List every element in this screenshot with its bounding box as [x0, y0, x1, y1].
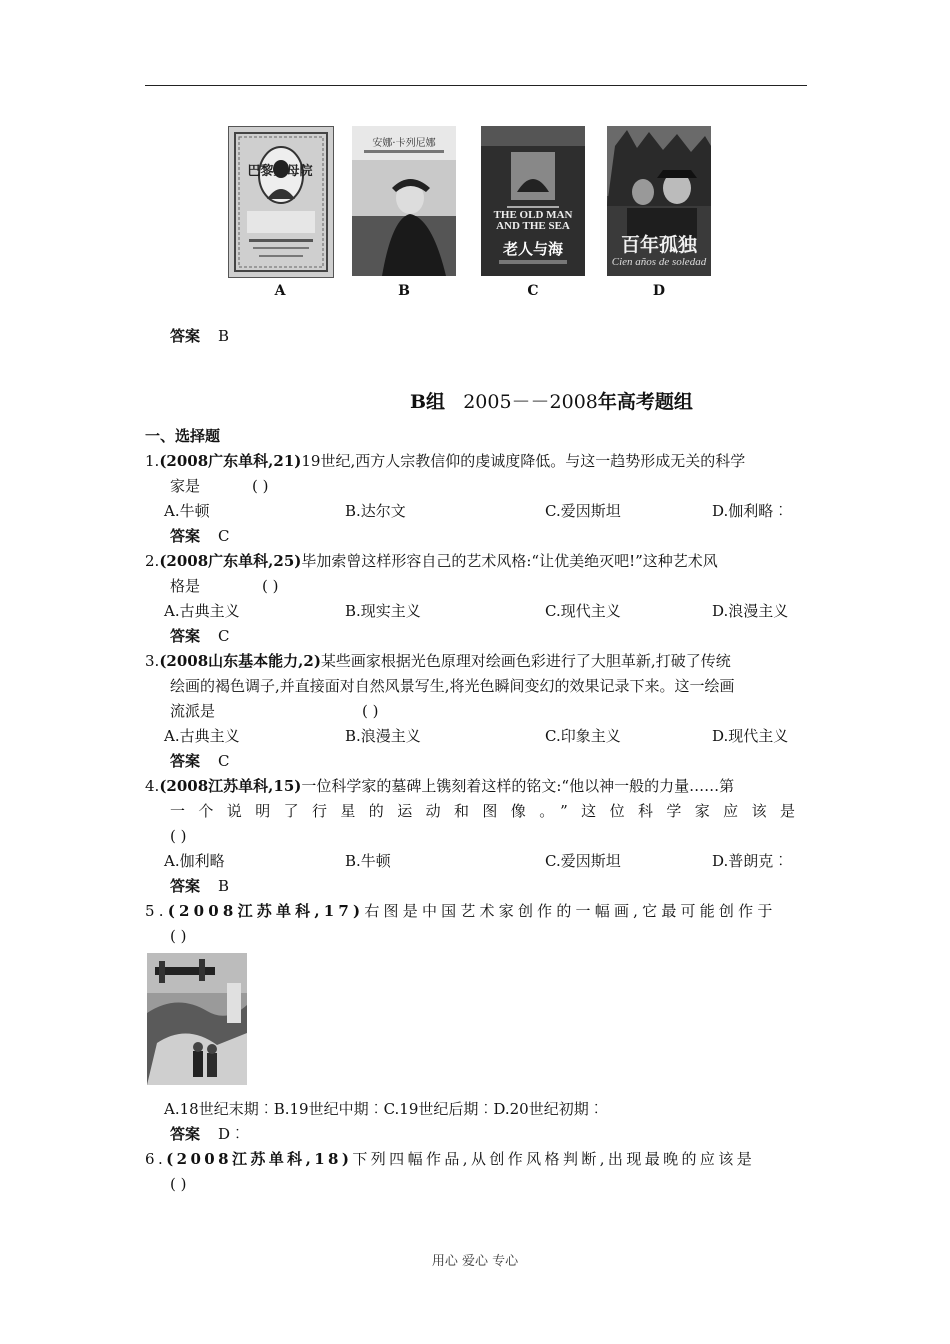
- answer-blank: ( ): [170, 827, 187, 845]
- part-title: 一、选择题: [145, 427, 221, 445]
- answer-blank: ( ): [170, 1175, 187, 1193]
- painting-image: [147, 953, 247, 1085]
- question-source: (2008江苏单科,17): [167, 902, 365, 920]
- answer-blank: ( ): [252, 477, 269, 495]
- answer-blank: ( ): [362, 702, 379, 720]
- question-text: 19世纪,西方人宗教信仰的虔诚度降低。与这一趋势形成无关的科学: [301, 452, 746, 470]
- question-number: 4.: [145, 777, 160, 795]
- option-b: B.达尔文: [345, 502, 406, 520]
- question-3-line-1: [145, 651, 731, 671]
- option-a: A.古典主义: [164, 727, 240, 745]
- cover-letter-a: A: [274, 283, 286, 299]
- question-source: (2008广东单科,21): [159, 452, 302, 470]
- option-a: A.牛顿: [164, 502, 210, 520]
- question-3-answer: [170, 751, 230, 771]
- option-d: D.浪漫主义: [712, 602, 789, 620]
- question-text: 流派是: [170, 702, 216, 720]
- question-4-line-1: [145, 776, 734, 796]
- question-3-line-2: 绘画的褐色调子,并直接面对自然风景写生,将光色瞬间变幻的效果记录下来。这一绘画: [170, 677, 735, 695]
- answer-label: 答案: [170, 752, 201, 770]
- option-d: D.伽利略︰: [712, 502, 789, 520]
- cover-d-english-title: Cien años de soledad: [611, 256, 707, 268]
- question-text: 格是: [170, 577, 201, 595]
- question-number: 5.: [145, 902, 168, 920]
- question-2-line-1: [145, 551, 718, 571]
- question-text: 右图是中国艺术家创作的一幅画,它最可能创作于: [364, 902, 777, 920]
- answer-value: C: [218, 627, 230, 645]
- question-4-line-2: 一个说明了行星的运动和图像。”这位科学家应该是: [170, 802, 809, 820]
- header-rule: [145, 85, 807, 86]
- cover-c-english-title: THE OLD MAN AND THE SEA: [493, 209, 573, 232]
- question-5-line-1: [145, 901, 777, 921]
- option-c: C.印象主义: [545, 727, 621, 745]
- question-1-answer: [170, 526, 230, 546]
- question-text: 家是: [170, 477, 201, 495]
- question-source: (2008江苏单科,18): [166, 1150, 353, 1168]
- cover-image-a: [228, 126, 334, 278]
- option-c: C.现代主义: [545, 602, 621, 620]
- question-5-options: A.18世纪末期︰B.19世纪中期︰C.19世纪后期︰D.20世纪初期︰: [164, 1100, 604, 1118]
- section-range: 2005－－2008: [463, 391, 598, 413]
- cover-image-c: [481, 126, 585, 276]
- question-source: (2008山东基本能力,2): [159, 652, 321, 670]
- cover-letter-d: D: [652, 283, 666, 299]
- cover-letter-b: B: [398, 283, 410, 299]
- option-b: B.浪漫主义: [345, 727, 421, 745]
- cover-image-d: [607, 126, 711, 276]
- cover-a-title: 巴黎圣母院: [247, 164, 313, 179]
- option-d: D.普朗克︰: [712, 852, 789, 870]
- question-number: 1.: [145, 452, 160, 470]
- answer-value: B: [218, 327, 230, 345]
- answer-value: B: [218, 877, 230, 895]
- question-5-answer: [170, 1124, 245, 1144]
- prev-answer: [170, 326, 229, 346]
- question-4-answer: [170, 876, 229, 896]
- question-text: 毕加索曾这样形容自己的艺术风格:“让优美绝灭吧!”这种艺术风: [301, 552, 718, 570]
- section-group: B组: [410, 391, 446, 413]
- section-suffix: 年高考题组: [597, 391, 693, 413]
- cover-d-title: 百年孤独: [620, 234, 697, 256]
- answer-label: 答案: [170, 1125, 201, 1143]
- answer-value: C: [218, 527, 230, 545]
- option-a: A.伽利略: [164, 852, 225, 870]
- question-text: 一位科学家的墓碑上镌刻着这样的铭文:“他以神一般的力量……第: [301, 777, 735, 795]
- cover-b-title: 安娜·卡列尼娜: [372, 138, 436, 149]
- question-1-line-1: [145, 451, 745, 471]
- answer-label: 答案: [170, 327, 201, 345]
- answer-value: C: [218, 752, 230, 770]
- section-title: [410, 387, 693, 414]
- question-text: 某些画家根据光色原理对绘画色彩进行了大胆革新,打破了传统: [320, 652, 731, 670]
- question-source: (2008江苏单科,15): [159, 777, 302, 795]
- question-number: 3.: [145, 652, 160, 670]
- answer-blank: ( ): [262, 577, 279, 595]
- question-text: 下列四幅作品,从创作风格判断,出现最晚的应该是: [352, 1150, 756, 1168]
- cover-c-title: 老人与海: [502, 240, 563, 258]
- question-2-answer: [170, 626, 230, 646]
- option-c: C.爱因斯坦: [545, 502, 621, 520]
- question-3-line-3: [170, 701, 379, 721]
- option-b: B.现实主义: [345, 602, 421, 620]
- question-source: (2008广东单科,25): [159, 552, 302, 570]
- question-number: 2.: [145, 552, 160, 570]
- answer-value: D︰: [218, 1125, 246, 1143]
- question-1-line-2: [170, 476, 269, 496]
- answer-label: 答案: [170, 877, 201, 895]
- answer-label: 答案: [170, 627, 201, 645]
- option-d: D.现代主义: [712, 727, 789, 745]
- page-footer: 用心 爱心 专心: [431, 1254, 519, 1269]
- question-6-line-1: [145, 1149, 755, 1169]
- option-a: A.古典主义: [164, 602, 240, 620]
- option-b: B.牛顿: [345, 852, 391, 870]
- answer-label: 答案: [170, 527, 201, 545]
- answer-blank: ( ): [170, 927, 187, 945]
- option-c: C.爱因斯坦: [545, 852, 621, 870]
- question-number: 6.: [145, 1150, 167, 1168]
- cover-letter-c: C: [527, 283, 539, 299]
- question-2-line-2: [170, 576, 279, 596]
